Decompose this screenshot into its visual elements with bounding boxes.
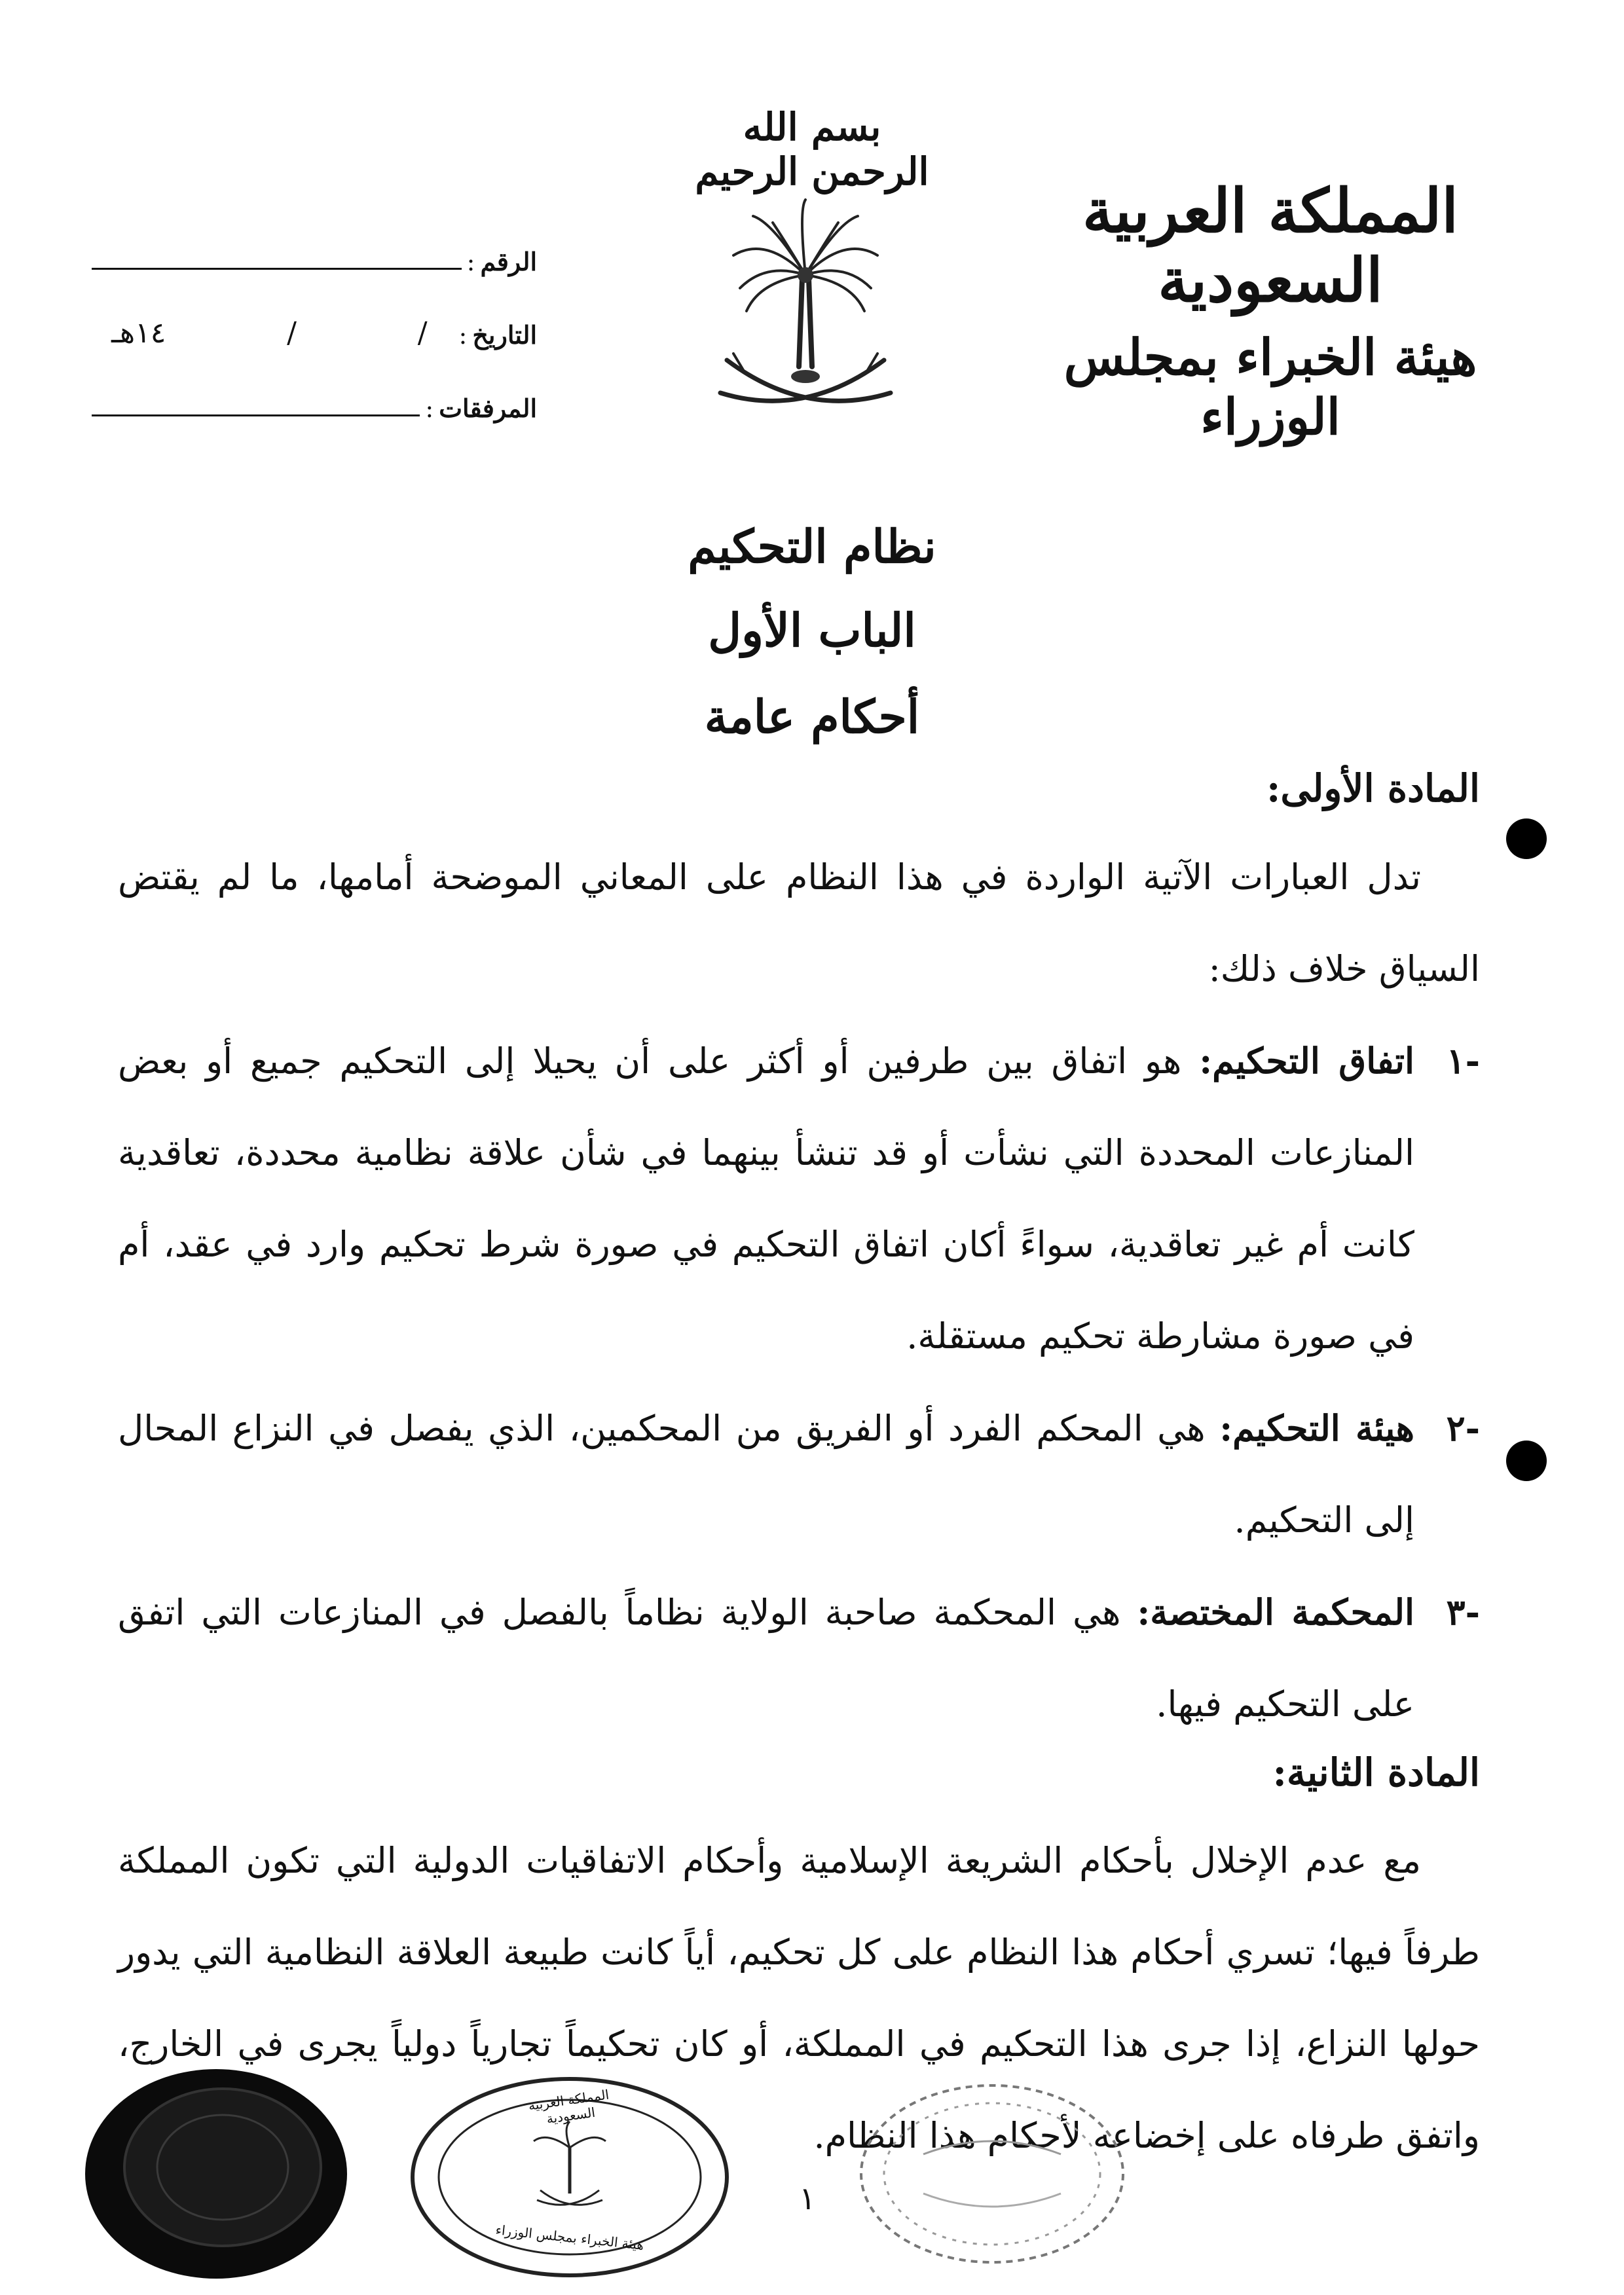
reference-number-row	[92, 203, 537, 276]
letterhead-block	[1002, 177, 1539, 447]
definition-text-block	[118, 1382, 1414, 1566]
chapter-heading: الباب الأول	[708, 603, 916, 657]
document-body	[118, 766, 1480, 2182]
date-slash: /	[287, 316, 297, 350]
definition-term: هيئة التحكيم:	[1219, 1406, 1414, 1449]
definition-text-block	[118, 1566, 1414, 1750]
definition-item	[118, 1015, 1480, 1382]
definition-text: هي المحكمة صاحبة الولاية نظاماً بالفصل في المنازعات التي اتفق على التحكيم فيها.	[118, 1591, 1414, 1725]
definition-text: هي المحكم الفرد أو الفريق من المحكمين، الذي يفصل في النزاع المحال إلى التحكيم.	[118, 1407, 1414, 1541]
center-seal-bottom-text: هيئة الخبراء بمجلس الوزراء	[494, 2222, 645, 2253]
center-seal-top-text: المملكة العربية السعودية	[527, 2086, 610, 2127]
colon: :	[466, 248, 475, 276]
definition-number: -٢	[1446, 1406, 1480, 1449]
date-suffix: ١٤هـ	[111, 316, 166, 350]
document-headings	[0, 519, 1624, 744]
letterhead-authority: هيئة الخبراء بمجلس الوزراء	[1063, 327, 1477, 446]
article-2-heading: المادة الثانية:	[1272, 1750, 1480, 1795]
reference-fields	[92, 203, 537, 423]
section-heading: أحكام عامة	[704, 689, 920, 744]
basmala: بسم الله الرحمن الرحيم	[695, 105, 929, 194]
definition-text-block	[118, 1015, 1414, 1382]
date-label: التاريخ	[472, 320, 537, 350]
page-number: ١	[799, 2180, 816, 2217]
article-1-heading: المادة الأولى:	[1266, 766, 1480, 811]
reference-number-label: الرقم	[480, 247, 537, 276]
reference-number-line	[92, 268, 462, 270]
palm-emblem-icon	[707, 196, 904, 432]
attachments-line	[92, 414, 420, 416]
definition-item	[118, 1566, 1480, 1750]
definition-number: -١	[1446, 1039, 1480, 1082]
attachments-label: المرفقات	[439, 394, 537, 423]
document-title: نظام التحكيم	[688, 519, 936, 574]
definition-number: -٣	[1446, 1590, 1480, 1633]
dark-round-seal-icon	[79, 2063, 354, 2285]
definition-text: هو اتفاق بين طرفين أو أكثر على أن يحيلا إلى التحكيم جميع أو بعض المنازعات المحددة التي نشأت أو قد تنشأ بينهما في شأن علاقة نظامية محددة، تعاقدية كانت أم غير تعاقدية، سواءً أكان اتفاق التحكيم في صورة شرط تحكيم وارد في عقد، أم في صورة مشارطة تحكيم مستقلة.	[118, 1040, 1414, 1357]
punch-hole	[1506, 1441, 1547, 1481]
colon: :	[425, 394, 434, 423]
faint-stamp-icon	[851, 2076, 1133, 2272]
date-slash: /	[417, 316, 428, 350]
article-2-text: مع عدم الإخلال بأحكام الشريعة الإسلامية وأحكام الاتفاقيات الدولية التي تكون المملكة طرفاً فيها؛ تسري أحكام هذا النظام على كل تحكيم، أياً كانت طبيعة العلاقة النظامية التي يدور حولها النزاع، إذا جرى هذا التحكيم في المملكة، أو كان تحكيماً تجارياً دولياً يجرى في الخارج، واتفق طرفاه على إخضاعه لأحكام هذا النظام.	[118, 1840, 1480, 2157]
date-fields	[92, 316, 454, 350]
punch-hole	[1506, 818, 1547, 859]
attachments-row	[92, 350, 537, 423]
date-row	[92, 276, 537, 350]
article-1-intro: تدل العبارات الآتية الواردة في هذا النظام على المعاني الموضحة أمامها، ما لم يقتض السياق خلاف ذلك:	[118, 856, 1480, 989]
definition-term: المحكمة المختصة:	[1137, 1590, 1414, 1633]
letterhead-kingdom: المملكة العربية السعودية	[1082, 175, 1458, 316]
definition-item	[118, 1382, 1480, 1566]
definition-term: اتفاق التحكيم:	[1199, 1039, 1414, 1082]
colon: :	[458, 321, 468, 350]
